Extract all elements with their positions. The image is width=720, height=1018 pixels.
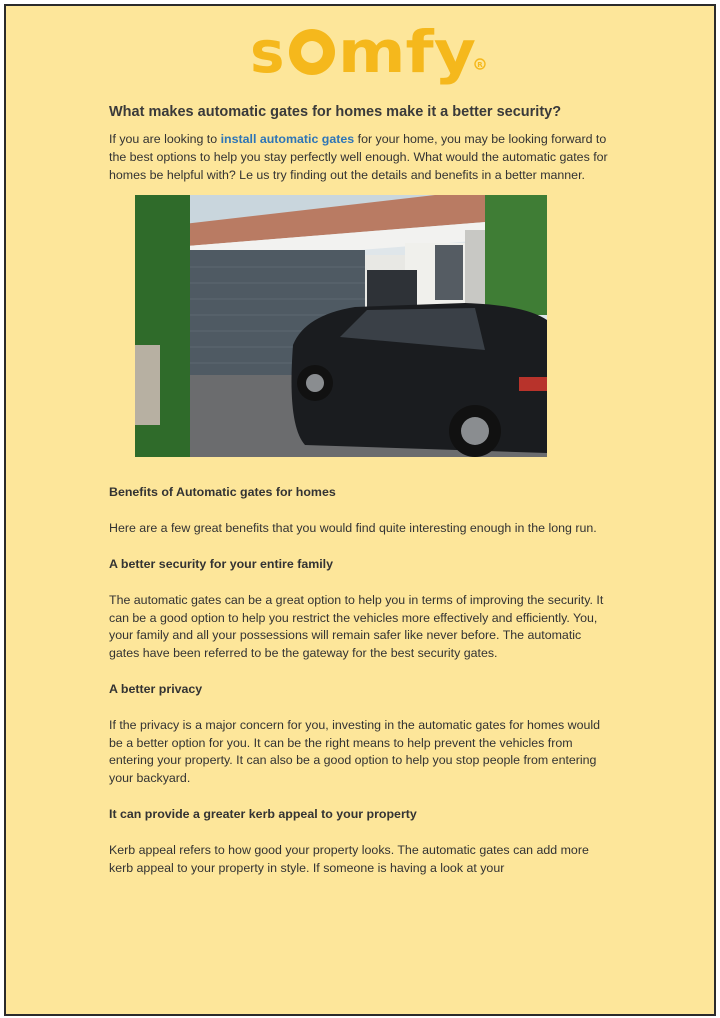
section-heading: It can provide a greater kerb appeal to your property bbox=[109, 806, 417, 821]
article bbox=[109, 102, 609, 877]
somfy-logo bbox=[242, 12, 492, 86]
section-heading: A better security for your entire family bbox=[109, 556, 334, 571]
svg-text:s: s bbox=[250, 18, 285, 86]
section-body: The automatic gates can be a great option to help you in terms of improving the security. It can be a good option to help you restrict the vehicles more effectively and efficiently. You, your family and all your possessions will remain safer like never before. The automatic gates have been referred to be the gateway for the best security gates. bbox=[109, 592, 604, 661]
section-body: Kerb appeal refers to how good your property looks. The automatic gates can add more kerb appeal to your property in style. If someone is having a look at your bbox=[109, 842, 589, 875]
section-heading: A better privacy bbox=[109, 681, 203, 696]
article-title: What makes automatic gates for homes make it a better security? bbox=[109, 104, 562, 120]
install-automatic-gates-link[interactable]: install automatic gates bbox=[220, 132, 355, 146]
car-garage-photo bbox=[135, 195, 547, 457]
section-heading: Benefits of Automatic gates for homes bbox=[109, 485, 336, 500]
document-page bbox=[4, 4, 716, 1016]
section-body: Here are a few great benefits that you would find quite interesting enough in the long run. bbox=[109, 521, 597, 536]
svg-text:R: R bbox=[477, 60, 483, 69]
svg-text:mfy: mfy bbox=[338, 18, 476, 86]
section-body: If the privacy is a major concern for you, investing in the automatic gates for homes would be a better option for you. It can be the right means to help prevent the vehicles from entering your property. It can also be a good option to help you stop people from entering your backyard. bbox=[109, 717, 601, 786]
intro-paragraph: If you are looking to install automatic gates for your home, you may be looking forward to the best options to help you stay perfectly well enough. What would the automatic gates for homes be helpful with? Le us try finding out the details and benefits in a better manner. bbox=[109, 132, 608, 182]
